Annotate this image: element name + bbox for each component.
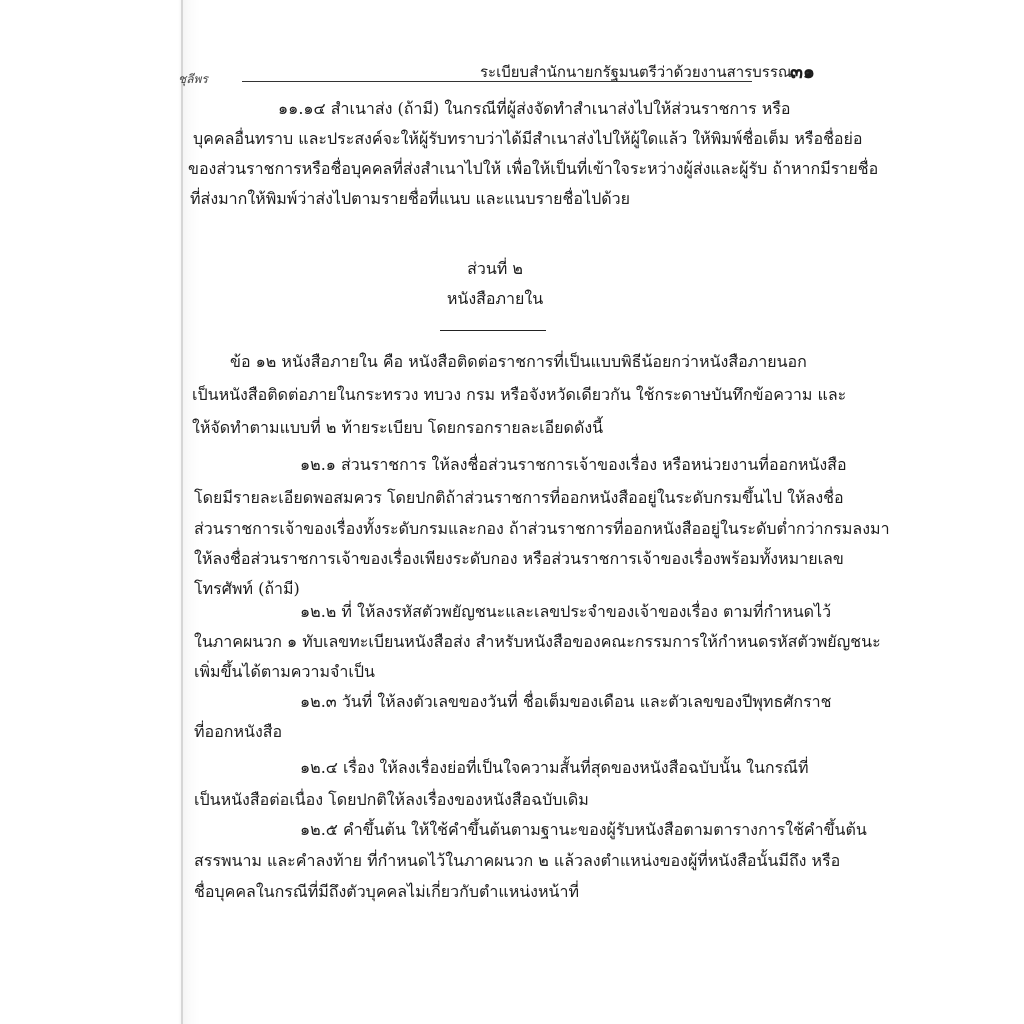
body-line: ๑๒.๔ เรื่อง ให้ลงเรื่องย่อที่เป็นใจความสั้นที่สุดของหนังสือฉบับนั้น ในกรณีที่ [300,758,809,777]
intro-line: ๑๑.๑๔ สำเนาส่ง (ถ้ามี) ในกรณีที่ผู้ส่งจัดทำสำเนาส่งไปให้ส่วนราชการ หรือ [278,99,791,118]
body-line: ที่ออกหนังสือ [194,722,283,741]
body-line: ๑๒.๓ วันที่ ให้ลงตัวเลขของวันที่ ชื่อเต็มของเดือน และตัวเลขของปีพุทธศักราช [300,692,832,711]
intro-line: ที่ส่งมากให้พิมพ์ว่าส่งไปตามรายชื่อที่แนบ และแนบรายชื่อไปด้วย [190,189,630,208]
section-divider [440,330,546,331]
body-line: ๑๒.๑ ส่วนราชการ ให้ลงชื่อส่วนราชการเจ้าของเรื่อง หรือหน่วยงานที่ออกหนังสือ [300,455,847,474]
body-line: ข้อ ๑๒ หนังสือภายใน คือ หนังสือติดต่อราชการที่เป็นแบบพิธีน้อยกว่าหนังสือภายนอก [230,352,807,371]
book-spine-edge [181,0,183,1024]
body-line: เป็นหนังสือต่อเนื่อง โดยปกติให้ลงเรื่องของหนังสือฉบับเดิม [194,790,589,809]
header-rule [242,81,752,82]
body-line: ให้จัดทำตามแบบที่ ๒ ท้ายระเบียบ โดยกรอกรายละเอียดดังนี้ [192,418,604,437]
page-number: ๓๑ [789,61,815,83]
body-line: ในภาคผนวก ๑ ทับเลขทะเบียนหนังสือส่ง สำหรับหนังสือของคณะกรรมการให้กำหนดรหัสตัวพยัญชนะ [194,632,881,651]
section-part-title: ส่วนที่ ๒ [467,259,523,278]
header-title: ระเบียบสำนักนายกรัฐมนตรีว่าด้วยงานสารบรรณ [480,63,792,81]
body-line: ชื่อบุคคลในกรณีที่มีถึงตัวบุคคลไม่เกี่ยวกับตำแหน่งหน้าที่ [194,882,579,901]
body-line: โดยมีรายละเอียดพอสมควร โดยปกติถ้าส่วนราชการที่ออกหนังสืออยู่ในระดับกรมขึ้นไป ให้ลงชื่อ [194,488,844,507]
body-line: ส่วนราชการเจ้าของเรื่องทั้งระดับกรมและกอง ถ้าส่วนราชการที่ออกหนังสืออยู่ในระดับต่ำกว่ากรมลงมา [194,519,890,538]
body-line: โทรศัพท์ (ถ้ามี) [194,579,300,598]
body-line: เป็นหนังสือติดต่อภายในกระทรวง ทบวง กรม หรือจังหวัดเดียวกัน ใช้กระดาษบันทึกข้อความ และ [192,385,847,404]
intro-line: บุคคลอื่นทราบ และประสงค์จะให้ผู้รับทราบว่าได้มีสำเนาส่งไปให้ผู้ใดแล้ว ให้พิมพ์ชื่อเต็ม หรือชื่อย่อ [193,129,863,148]
handwritten-margin-note: ชุลีพร [178,72,208,86]
body-line: สรรพนาม และคำลงท้าย ที่กำหนดไว้ในภาคผนวก ๒ แล้วลงตำแหน่งของผู้ที่หนังสือนั้นมีถึง หรือ [194,851,841,870]
body-line: ให้ลงชื่อส่วนราชการเจ้าของเรื่องเพียงระดับกอง หรือส่วนราชการเจ้าของเรื่องพร้อมทั้งหมายเลข [194,549,844,568]
section-heading: หนังสือภายใน [446,289,544,308]
body-line: ๑๒.๕ คำขึ้นต้น ให้ใช้คำขึ้นต้นตามฐานะของผู้รับหนังสือตามตารางการใช้คำขึ้นต้น [300,820,867,839]
body-line: เพิ่มขึ้นได้ตามความจำเป็น [194,662,375,681]
intro-line: ของส่วนราชการหรือชื่อบุคคลที่ส่งสำเนาไปให้ เพื่อให้เป็นที่เข้าใจระหว่างผู้ส่งและผู้รับ ถ้าหากมีรายชื่อ [188,159,879,178]
body-line: ๑๒.๒ ที่ ให้ลงรหัสตัวพยัญชนะและเลขประจำของเจ้าของเรื่อง ตามที่กำหนดไว้ [300,602,832,621]
